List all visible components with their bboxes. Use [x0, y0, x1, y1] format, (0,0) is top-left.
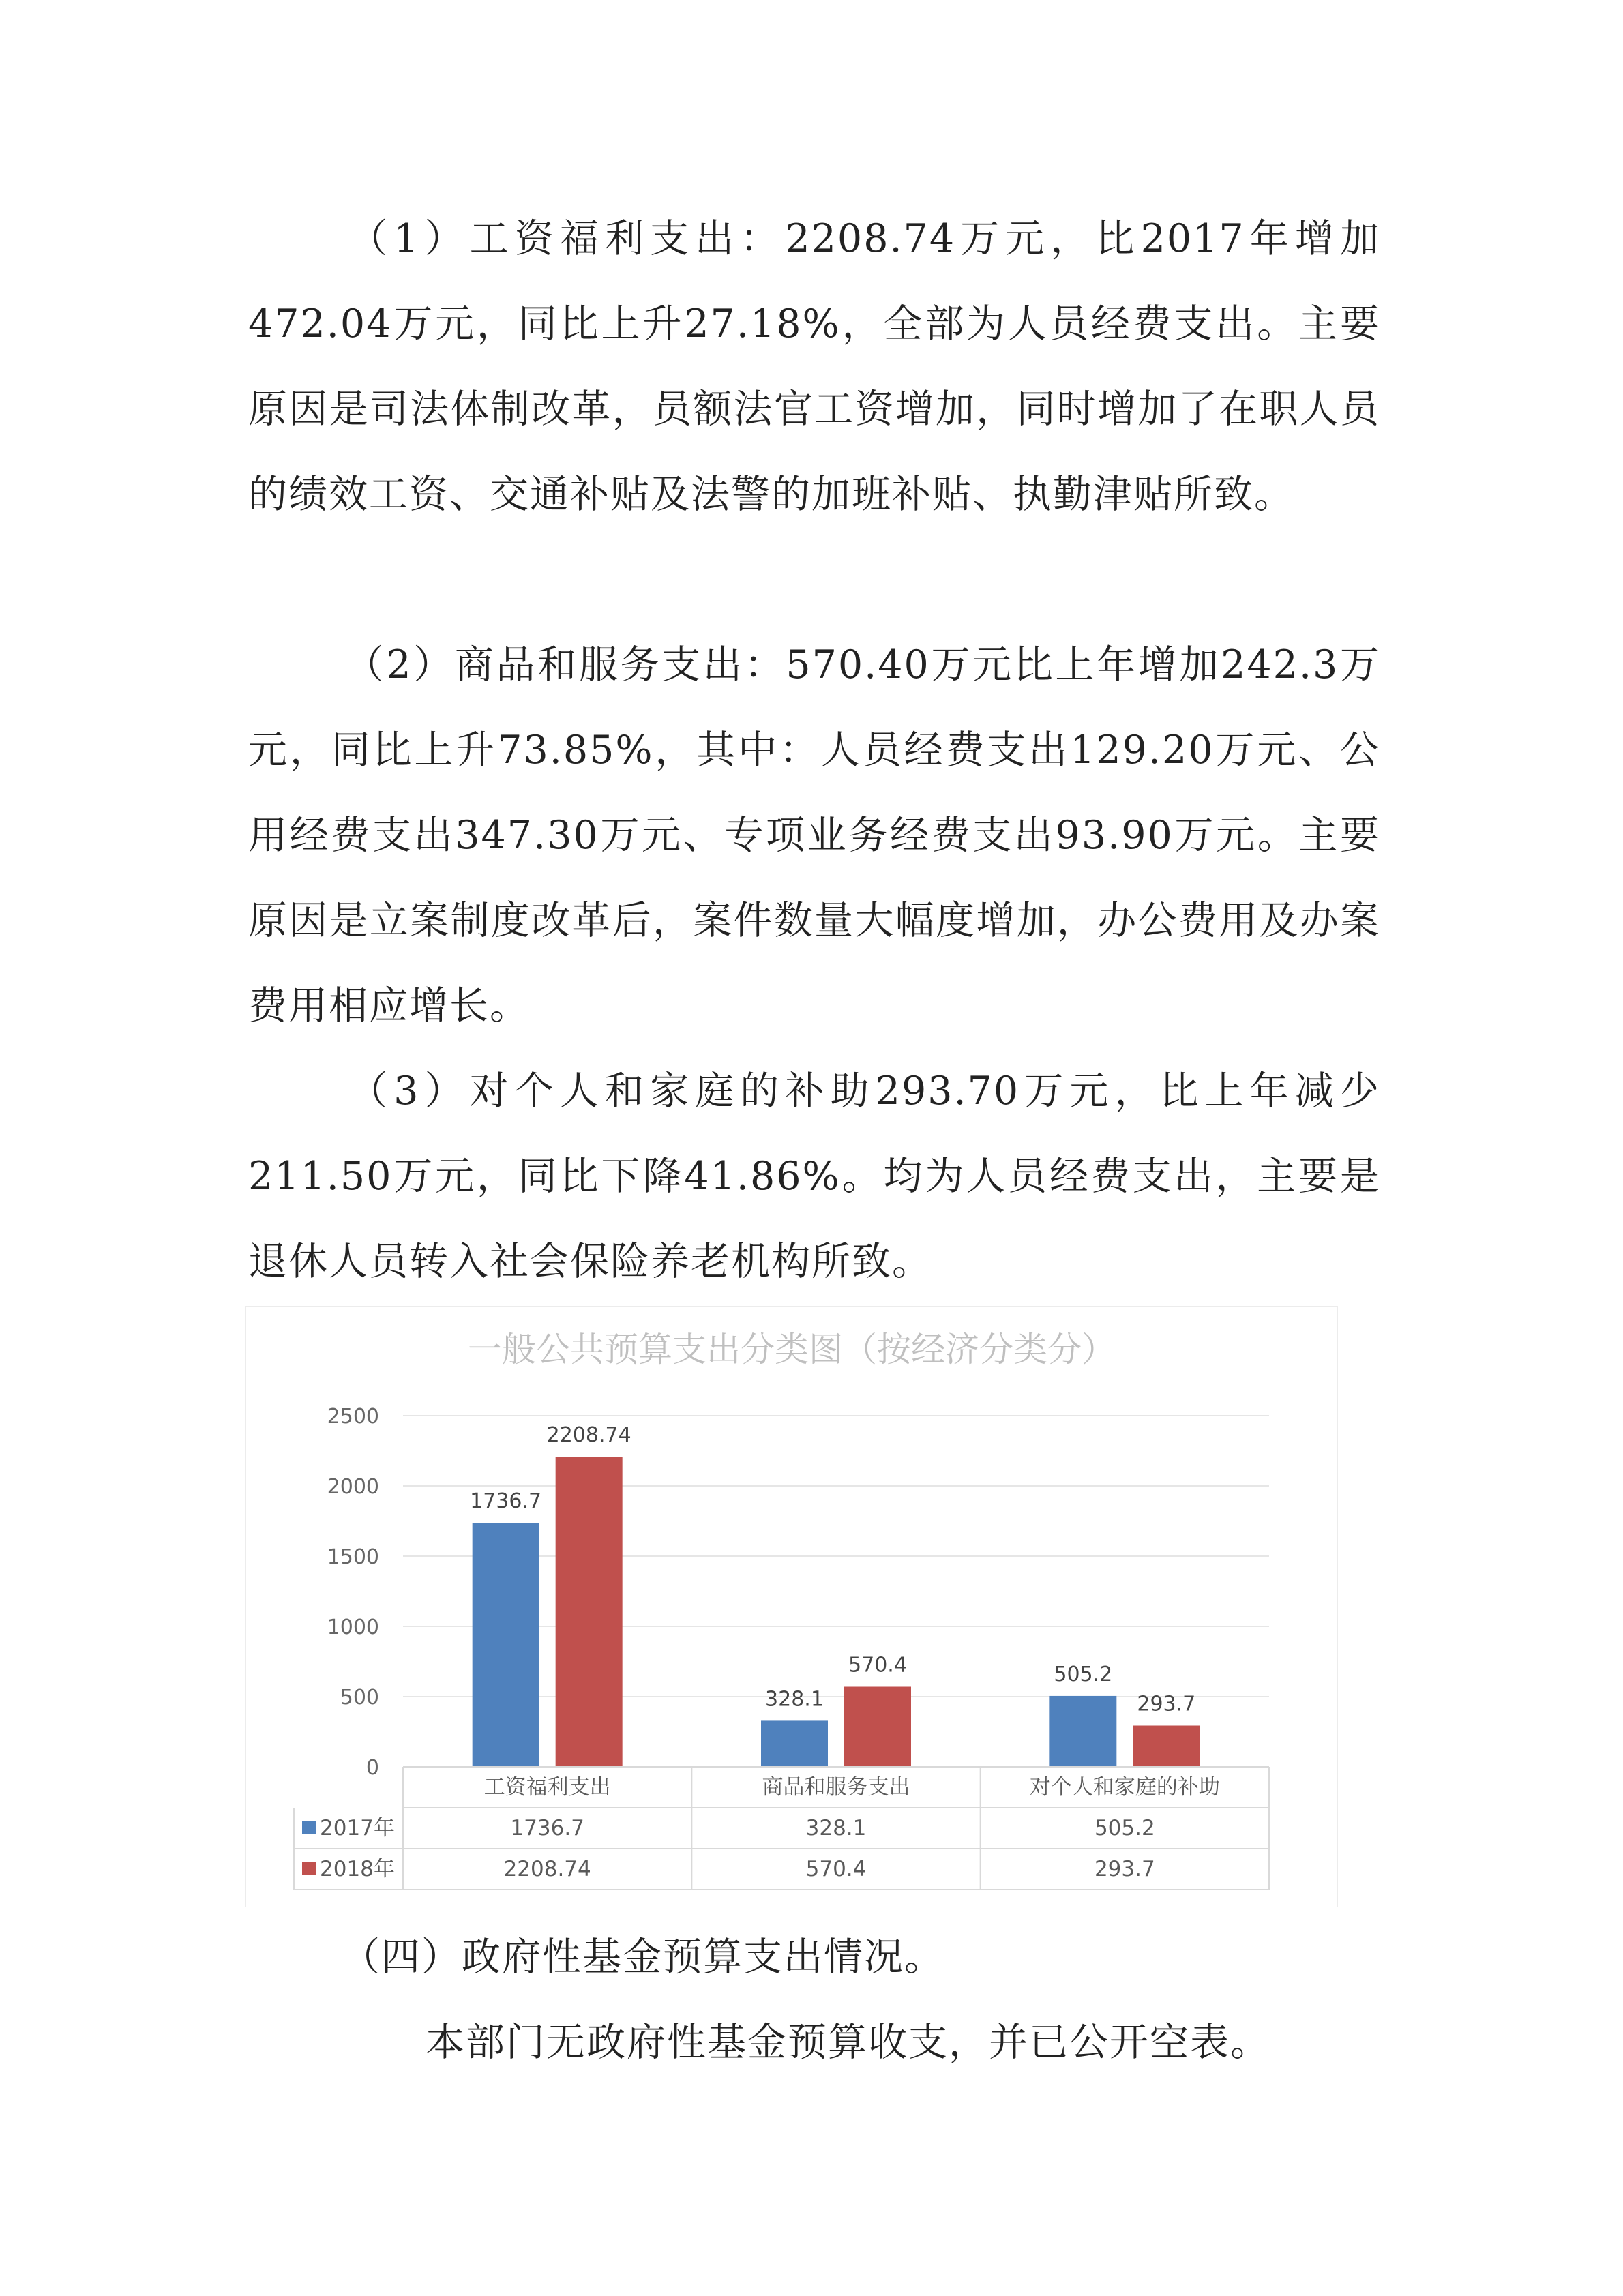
legend-label: 2018年: [320, 1857, 395, 1881]
category-label: 工资福利支出: [483, 1775, 611, 1800]
table-value: 505.2: [1094, 1816, 1155, 1840]
y-tick-label: 500: [340, 1686, 379, 1710]
table-value: 2208.74: [503, 1857, 591, 1881]
category-label: 商品和服务支出: [762, 1775, 910, 1800]
table-value: 1736.7: [510, 1816, 584, 1840]
chart-data-table: [294, 1767, 1269, 1890]
category-label: 对个人和家庭的补助: [1029, 1775, 1220, 1800]
table-value: 293.7: [1094, 1857, 1155, 1881]
bar: [1133, 1725, 1200, 1767]
bar-data-label: 1736.7: [470, 1489, 542, 1514]
legend-swatch: [302, 1821, 316, 1834]
chart-plot-area: [470, 1423, 1200, 1767]
paragraph-household-subsidy: （3）对个人和家庭的补助293.70万元，比上年减少211.50万元，同比下降41.86%。均为人员经费支出，主要是退休人员转入社会保险养老机构所致。: [248, 1069, 1380, 1284]
y-tick-label: 1000: [327, 1615, 379, 1639]
table-value: 328.1: [805, 1816, 867, 1840]
bar-data-label: 328.1: [765, 1687, 824, 1712]
y-tick-label: 2000: [327, 1475, 379, 1499]
bar-data-label: 293.7: [1137, 1692, 1196, 1716]
chart-y-axis: [327, 1405, 379, 1780]
table-value: 570.4: [805, 1857, 867, 1881]
chart-title: 一般公共预算支出分类图（按经济分类分）: [468, 1330, 1116, 1369]
legend-swatch: [302, 1862, 316, 1875]
bar-data-label: 570.4: [848, 1653, 907, 1678]
y-tick-label: 1500: [327, 1545, 379, 1569]
y-tick-label: 0: [366, 1756, 379, 1780]
bar-data-label: 505.2: [1054, 1662, 1113, 1686]
bar: [844, 1686, 911, 1767]
bar: [761, 1720, 828, 1767]
expenditure-chart: [245, 1306, 1338, 1907]
bar: [473, 1523, 539, 1767]
bar: [1049, 1696, 1116, 1767]
bar: [556, 1457, 623, 1767]
paragraph-goods-services: （2）商品和服务支出：570.40万元比上年增加242.3万元，同比上升73.85%，其中：人员经费支出129.20万元、公用经费支出347.30万元、专项业务经费支出93.90万元。主要原因是立案制度改革后，案件数量大幅度增加，办公费用及办案费用相应增长。: [248, 642, 1380, 1028]
legend-label: 2017年: [320, 1816, 395, 1840]
paragraph-wage-welfare: （1）工资福利支出：2208.74万元，比2017年增加472.04万元，同比上升27.18%，全部为人员经费支出。主要原因是司法体制改革，员额法官工资增加，同时增加了在职人员的绩效工资、交通补贴及法警的加班补贴、执勤津贴所致。: [248, 216, 1380, 517]
y-tick-label: 2500: [327, 1405, 379, 1429]
closing-text: 本部门无政府性基金预算收支，并已公开空表。: [426, 2020, 1270, 2065]
section-heading: （四）政府性基金预算支出情况。: [341, 1935, 944, 1980]
bar-data-label: 2208.74: [546, 1422, 631, 1447]
